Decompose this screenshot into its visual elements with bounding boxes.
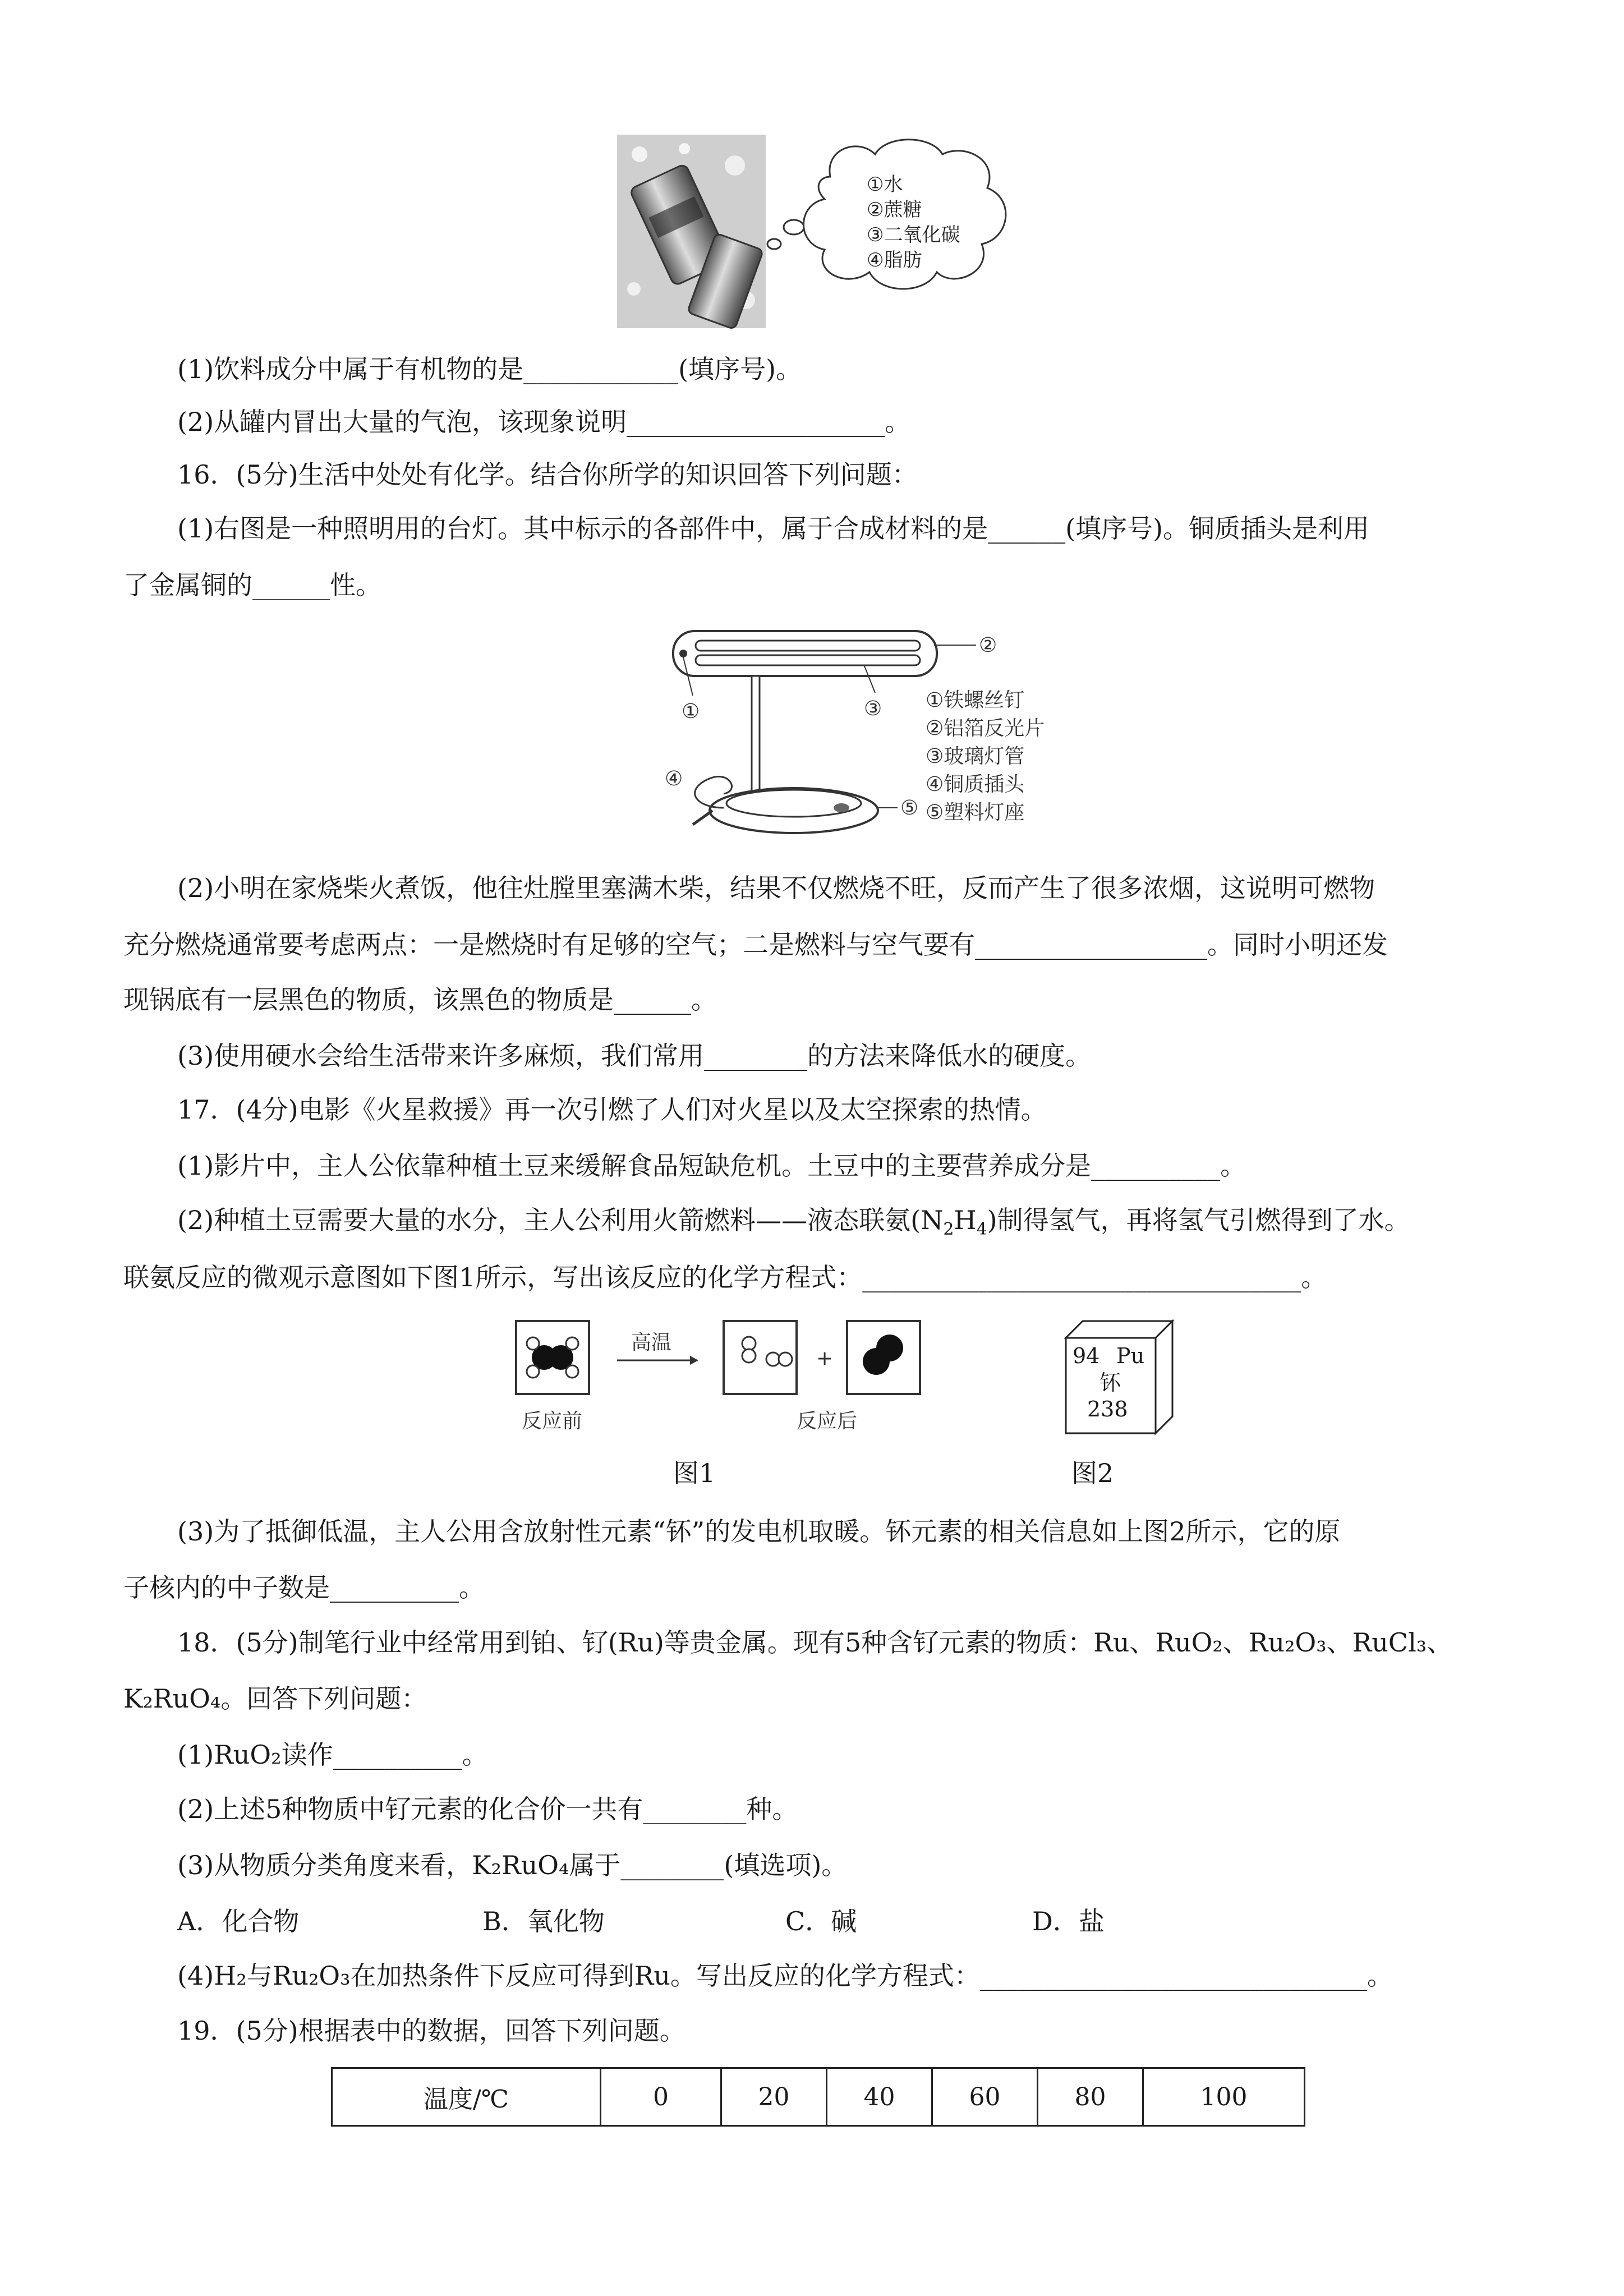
q18-title: 18．(5分)制笔行业中经常用到铂、钌(Ru)等贵金属。现有5种含钌元素的物质：Ru、RuO₂、Ru₂O₃、RuCl₃、 (177, 1627, 1453, 1658)
q18-part2: (2)上述5种物质中钌元素的化合价一共有________种。 (177, 1794, 798, 1824)
cloud-item-1: ①水 (867, 173, 903, 196)
q18-part4: (4)H₂与Ru₂O₃在加热条件下反应可得到Ru。写出反应的化学方程式：______________________________。 (177, 1961, 1393, 1991)
soda-can-illustration (617, 132, 1021, 334)
option-b: B．氧化物 (482, 1906, 605, 1936)
lamp-legend-5: ⑤塑料灯座 (926, 801, 1025, 824)
reaction-diagram (510, 1315, 948, 1439)
table-cell: 80 (1038, 2068, 1143, 2126)
after-label: 反应后 (797, 1410, 858, 1433)
option-a: A．化合物 (177, 1906, 300, 1936)
q16-part3: (3)使用硬水会给生活带来许多麻烦，我们常用________的方法来降低水的硬度。 (177, 1041, 1092, 1071)
q16-part2-b: 充分燃烧通常要考虑两点：一是燃烧时有足够的空气；二是燃料与空气要有__________________。同时小明还发 (123, 930, 1388, 960)
q15-part2: (2)从罐内冒出大量的气泡，该现象说明____________________。 (177, 407, 911, 437)
q19-title: 19．(5分)根据表中的数据，回答下列问题。 (177, 2016, 686, 2046)
q18-part1: (1)RuO₂读作__________。 (177, 1740, 488, 1770)
lamp-number-4: ④ (665, 767, 683, 790)
table-cell: 60 (932, 2068, 1038, 2126)
q17-part2-a: (2)种植土豆需要大量的水分，主人公利用火箭燃料——液态联氨$(N_2H_4)$制得氢气，再将氢气引燃得到了水。 (177, 1205, 1410, 1240)
lamp-legend-3: ③玻璃灯管 (926, 745, 1025, 768)
q17-title: 17．(4分)电影《火星救援》再一次引燃了人们对火星以及太空探索的热情。 (177, 1094, 1047, 1125)
lamp-legend-1: ①铁螺丝钉 (926, 689, 1025, 712)
table-cell: 20 (721, 2068, 827, 2126)
q17-part3-a: (3)为了抵御低温，主人公用含放射性元素“钚”的发电机取暖。钚元素的相关信息如上图2所示，它的原 (177, 1516, 1341, 1547)
q17-part1: (1)影片中，主人公依靠种植土豆来缓解食品短缺危机。土豆中的主要营养成分是__________。 (177, 1151, 1246, 1181)
q18-part3: (3)从物质分类角度来看，K₂RuO₄属于________(填选项)。 (177, 1850, 848, 1880)
desk-lamp-figure (662, 623, 1055, 847)
q17-part3-b: 子核内的中子数是__________。 (123, 1572, 485, 1603)
table-row (332, 2068, 1305, 2126)
q15-part1: (1)饮料成分中属于有机物的是____________(填序号)。 (177, 354, 802, 384)
atomic-number: 94 (1073, 1343, 1100, 1368)
cloud-item-4: ④脂肪 (867, 249, 922, 272)
q16-part1-b: 了金属铜的______性。 (123, 570, 381, 600)
option-c: C．碱 (785, 1906, 857, 1936)
table-cell: 0 (601, 2068, 721, 2126)
q17-part2-b: 联氨反应的微观示意图如下图1所示，写出该反应的化学方程式：__________________________________。 (123, 1262, 1327, 1292)
lamp-number-5: ⑤ (900, 797, 919, 820)
reaction-condition: 高温 (631, 1331, 672, 1354)
table-header-temperature: 温度/℃ (332, 2068, 601, 2126)
figure-2-caption: 图2 (1071, 1458, 1114, 1488)
cloud-item-2: ②蔗糖 (867, 199, 922, 221)
soda-can-figure (617, 132, 1021, 334)
lamp-legend-4: ④铜质插头 (926, 773, 1025, 796)
before-label: 反应前 (522, 1410, 583, 1433)
lamp-number-2: ② (979, 634, 997, 657)
plutonium-element-card (1060, 1315, 1178, 1439)
table-cell: 100 (1143, 2068, 1305, 2126)
figure-1-caption: 图1 (673, 1458, 716, 1488)
lamp-number-1: ① (682, 700, 700, 723)
q16-part2-a: (2)小明在家烧柴火煮饭，他往灶膛里塞满木柴，结果不仅燃烧不旺，反而产生了很多浓烟，这说明可燃物 (177, 873, 1375, 903)
reaction-micro-figure (510, 1315, 948, 1439)
lamp-legend-2: ②铝箔反光片 (926, 717, 1045, 740)
table-cell: 40 (827, 2068, 932, 2126)
element-symbol: Pu (1116, 1343, 1145, 1368)
q16-part2-c: 现锅底有一层黑色的物质，该黑色的物质是______。 (123, 984, 717, 1015)
element-name: 钚 (1099, 1370, 1121, 1395)
desk-lamp-diagram (662, 623, 1055, 847)
q18-title-cont: K₂RuO₄。回答下列问题： (123, 1683, 427, 1714)
plus-sign: + (816, 1347, 834, 1370)
solubility-table (331, 2067, 1305, 2127)
option-d: D．盐 (1032, 1906, 1105, 1936)
lamp-number-3: ③ (864, 697, 882, 720)
q16-title: 16．(5分)生活中处处有化学。结合你所学的知识回答下列问题： (177, 459, 918, 490)
atomic-mass: 238 (1087, 1397, 1128, 1421)
cloud-item-3: ③二氧化碳 (867, 224, 960, 246)
q16-part1-a: (1)右图是一种照明用的台灯。其中标示的各部件中，属于合成材料的是______(填序号)。铜质插头是利用 (177, 513, 1370, 544)
